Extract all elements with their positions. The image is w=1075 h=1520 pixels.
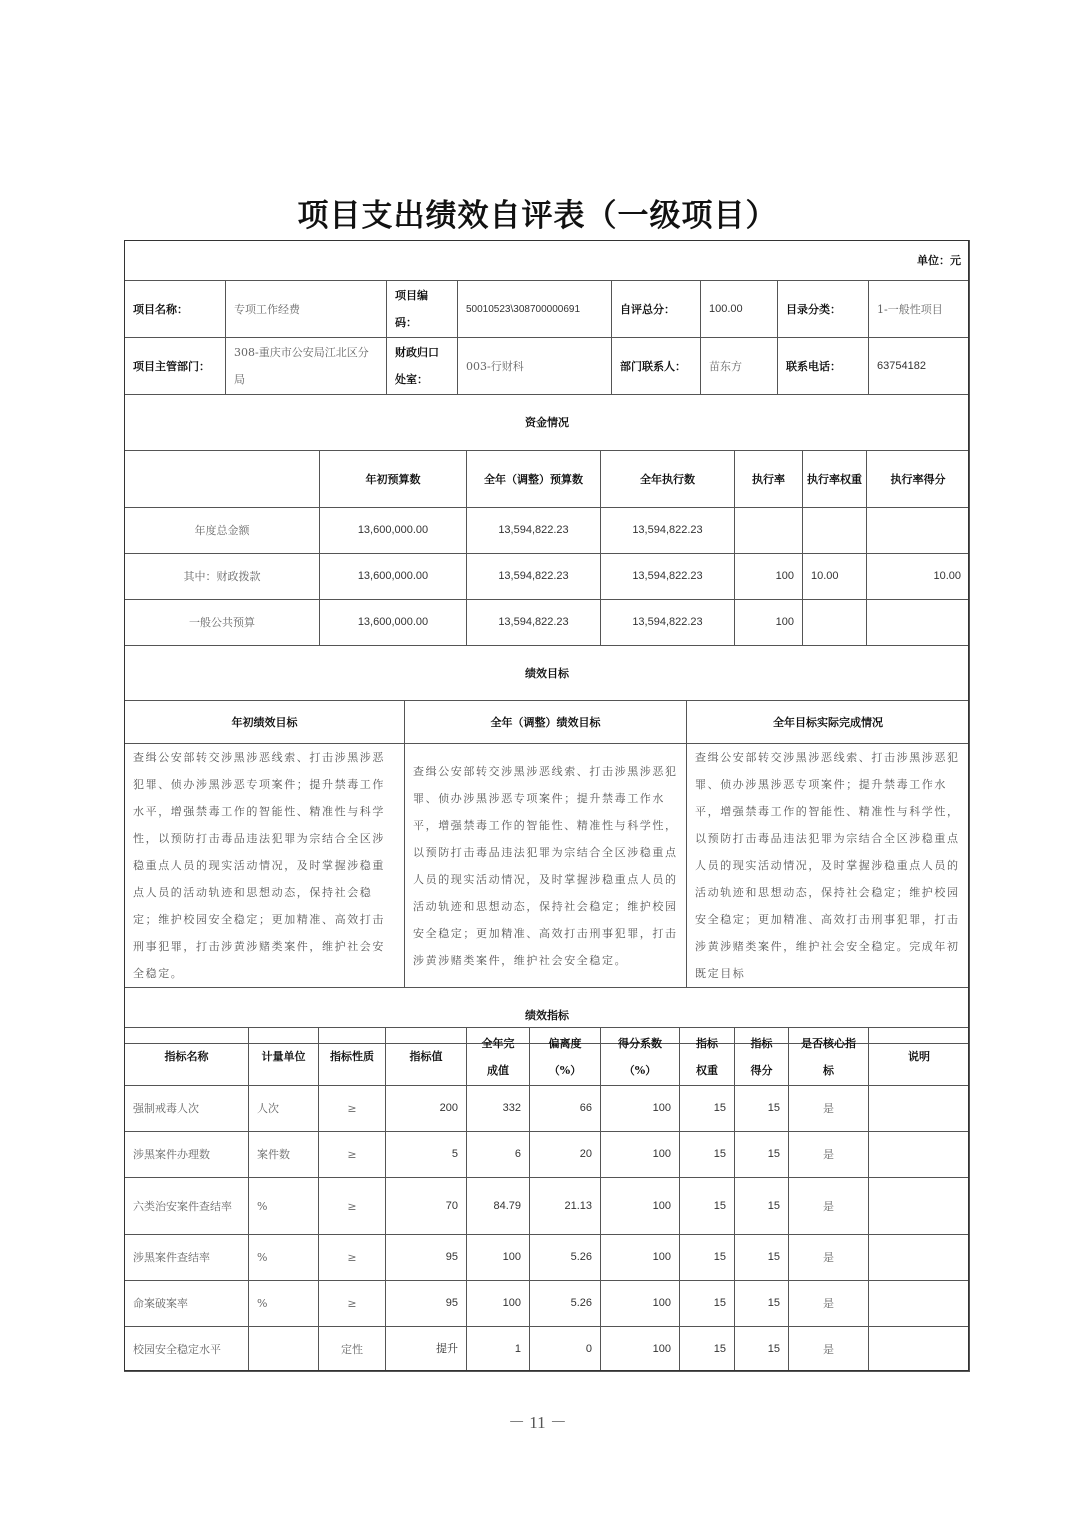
unit-label: 单位：元 [125,241,970,281]
goal-text-adjusted: 查缉公安部转交涉黑涉恶线索、打击涉黑涉恶犯罪、侦办涉黑涉恶专项案件；提升禁毒工作水平，增强禁毒工作的智能性、精准性与科学性，以预防打击毒品违法犯罪为宗结合全区涉稳重点人员的现实活动情况，及时掌握涉稳重点人员的活动轨迹和思想动态，保持社会稳定；维护校园安全稳定；更加精准、高效打击刑事犯罪，打击涉黄涉赌类案件，维护社会安全稳定。 [405,744,687,988]
goals-section-title: 绩效目标 [125,646,970,701]
indicator-row [125,1235,970,1281]
info-table [124,240,970,451]
indicator-unit: % [249,1178,319,1235]
indicator-coef: 100 [601,1178,680,1235]
indicator-core: 是 [789,1327,869,1372]
contact-value: 苗东方 [701,338,778,395]
indicator-deviation: 0 [530,1327,601,1372]
indicator-name: 校园安全稳定水平 [125,1327,249,1372]
indicator-unit: 案件数 [249,1132,319,1178]
indicator-header: 说明 [869,1028,970,1086]
funding-row [125,508,970,554]
funding-adjusted: 13,594,822.23 [467,508,601,554]
funding-weight [803,600,867,646]
indicator-unit: % [249,1235,319,1281]
project-code-label: 项目编码： [387,281,458,338]
indicator-header: 计量单位 [249,1028,319,1086]
indicator-nature: ≥ [319,1086,386,1132]
indicator-deviation: 21.13 [530,1178,601,1235]
indicator-name: 命案破案率 [125,1281,249,1327]
phone-label: 联系电话： [778,338,869,395]
funding-table [124,450,970,701]
indicator-note [869,1281,970,1327]
funding-header: 年初预算数 [320,451,467,508]
funding-executed: 13,594,822.23 [601,554,735,600]
indicator-note [869,1132,970,1178]
goal-text-initial: 查缉公安部转交涉黑涉恶线索、打击涉黑涉恶犯罪、侦办涉黑涉恶专项案件；提升禁毒工作水平，增强禁毒工作的智能性、精准性与科学性，以预防打击毒品违法犯罪为宗结合全区涉稳重点人员的现实活动情况，及时掌握涉稳重点人员的活动轨迹和思想动态，保持社会稳定；维护校园安全稳定；更加精准、高效打击刑事犯罪，打击涉黄涉赌类案件，维护社会安全稳定。 [125,744,405,988]
indicator-coef: 100 [601,1281,680,1327]
funding-weight [803,508,867,554]
indicator-core: 是 [789,1132,869,1178]
contact-label: 部门联系人： [612,338,701,395]
indicator-header: 是否核心指标 [789,1028,869,1086]
funding-initial: 13,600,000.00 [320,600,467,646]
indicator-weight: 15 [680,1327,735,1372]
indicator-note [869,1086,970,1132]
project-name-value: 专项工作经费 [226,281,387,338]
self-score-label: 自评总分： [612,281,701,338]
indicator-core: 是 [789,1281,869,1327]
indicator-target: 5 [386,1132,467,1178]
funding-rate [735,508,803,554]
indicator-header: 指标值 [386,1028,467,1086]
indicator-nature: ≥ [319,1235,386,1281]
funding-row [125,554,970,600]
funding-rate: 100 [735,600,803,646]
project-name-label: 项目名称： [125,281,226,338]
indicator-unit [249,1327,319,1372]
indicator-coef: 100 [601,1132,680,1178]
indicator-actual: 6 [467,1132,530,1178]
goal-header-initial: 年初绩效目标 [125,701,405,744]
indicator-coef: 100 [601,1327,680,1372]
funding-header: 执行率权重 [803,451,867,508]
funding-header: 执行率得分 [867,451,970,508]
indicator-row [125,1086,970,1132]
indicator-target: 200 [386,1086,467,1132]
indicator-actual: 332 [467,1086,530,1132]
funding-score [867,600,970,646]
indicator-deviation: 5.26 [530,1281,601,1327]
indicator-header: 得分系数（%） [601,1028,680,1086]
indicator-note [869,1327,970,1372]
indicator-nature: ≥ [319,1178,386,1235]
indicator-target: 95 [386,1281,467,1327]
indicator-nature: ≥ [319,1281,386,1327]
indicator-score: 15 [735,1327,789,1372]
funding-header: 执行率 [735,451,803,508]
funding-row-name: 年度总金额 [125,508,320,554]
indicator-row [125,1132,970,1178]
indicator-weight: 15 [680,1086,735,1132]
dept-label: 项目主管部门： [125,338,226,395]
dept-value: 308-重庆市公安局江北区分局 [226,338,387,395]
indicator-row [125,1178,970,1235]
goal-header-adjusted: 全年（调整）绩效目标 [405,701,687,744]
indicator-name: 涉黑案件查结率 [125,1235,249,1281]
funding-row [125,600,970,646]
indicator-deviation: 66 [530,1086,601,1132]
indicators-header-row [125,1028,970,1086]
indicators-table [124,1027,970,1372]
funding-header [125,451,320,508]
indicator-target: 提升 [386,1327,467,1372]
project-code-value: 50010523\308700000691 [458,281,612,338]
indicator-coef: 100 [601,1086,680,1132]
funding-header: 全年（调整）预算数 [467,451,601,508]
indicator-core: 是 [789,1086,869,1132]
indicator-name: 涉黑案件办理数 [125,1132,249,1178]
funding-section-title: 资金情况 [125,395,970,451]
indicator-unit: 人次 [249,1086,319,1132]
indicator-header: 全年完成值 [467,1028,530,1086]
indicator-deviation: 5.26 [530,1235,601,1281]
indicator-core: 是 [789,1178,869,1235]
funding-row-name: 其中：财政拨款 [125,554,320,600]
phone-value: 63754182 [869,338,970,395]
funding-executed: 13,594,822.23 [601,600,735,646]
funding-rate: 100 [735,554,803,600]
indicators-section-title: 绩效指标 [125,988,970,1044]
indicator-actual: 100 [467,1235,530,1281]
funding-weight: 10.00 [803,554,867,600]
funding-score: 10.00 [867,554,970,600]
page-title: 项目支出绩效自评表（一级项目） [297,198,778,234]
indicator-row [125,1327,970,1372]
finance-office-value: 003-行财科 [458,338,612,395]
indicator-header: 偏离度（%） [530,1028,601,1086]
indicator-score: 15 [735,1178,789,1235]
indicator-actual: 1 [467,1327,530,1372]
indicator-weight: 15 [680,1281,735,1327]
indicator-score: 15 [735,1086,789,1132]
self-score-value: 100.00 [701,281,778,338]
funding-adjusted: 13,594,822.23 [467,554,601,600]
indicator-target: 70 [386,1178,467,1235]
funding-adjusted: 13,594,822.23 [467,600,601,646]
funding-initial: 13,600,000.00 [320,508,467,554]
indicator-deviation: 20 [530,1132,601,1178]
indicator-unit: % [249,1281,319,1327]
indicator-weight: 15 [680,1235,735,1281]
goal-text-actual: 查缉公安部转交涉黑涉恶线索、打击涉黑涉恶犯罪、侦办涉黑涉恶专项案件；提升禁毒工作水平，增强禁毒工作的智能性、精准性与科学性，以预防打击毒品违法犯罪为宗结合全区涉稳重点人员的现实活动情况，及时掌握涉稳重点人员的活动轨迹和思想动态，保持社会稳定；维护校园安全稳定；更加精准、高效打击刑事犯罪，打击涉黄涉赌类案件，维护社会安全稳定。完成年初既定目标 [687,744,970,988]
funding-row-name: 一般公共预算 [125,600,320,646]
goal-header-actual: 全年目标实际完成情况 [687,701,970,744]
catalog-value: 1-一般性项目 [869,281,970,338]
funding-header: 全年执行数 [601,451,735,508]
indicator-note [869,1178,970,1235]
indicator-header: 指标权重 [680,1028,735,1086]
funding-initial: 13,600,000.00 [320,554,467,600]
indicator-name: 六类治安案件查结率 [125,1178,249,1235]
indicator-score: 15 [735,1281,789,1327]
indicator-name: 强制戒毒人次 [125,1086,249,1132]
indicator-score: 15 [735,1132,789,1178]
indicator-target: 95 [386,1235,467,1281]
goals-table [124,700,970,1044]
indicator-coef: 100 [601,1235,680,1281]
funding-score [867,508,970,554]
indicator-note [869,1235,970,1281]
indicator-core: 是 [789,1235,869,1281]
indicator-nature: ≥ [319,1132,386,1178]
indicator-actual: 84.79 [467,1178,530,1235]
indicator-weight: 15 [680,1132,735,1178]
indicator-actual: 100 [467,1281,530,1327]
indicator-row [125,1281,970,1327]
indicator-header: 指标性质 [319,1028,386,1086]
page-number: － 11 － [508,1413,567,1432]
indicator-header: 指标得分 [735,1028,789,1086]
finance-office-label: 财政归口处室： [387,338,458,395]
indicator-score: 15 [735,1235,789,1281]
indicator-weight: 15 [680,1178,735,1235]
catalog-label: 目录分类： [778,281,869,338]
indicator-nature: 定性 [319,1327,386,1372]
funding-executed: 13,594,822.23 [601,508,735,554]
indicator-header: 指标名称 [125,1028,249,1086]
